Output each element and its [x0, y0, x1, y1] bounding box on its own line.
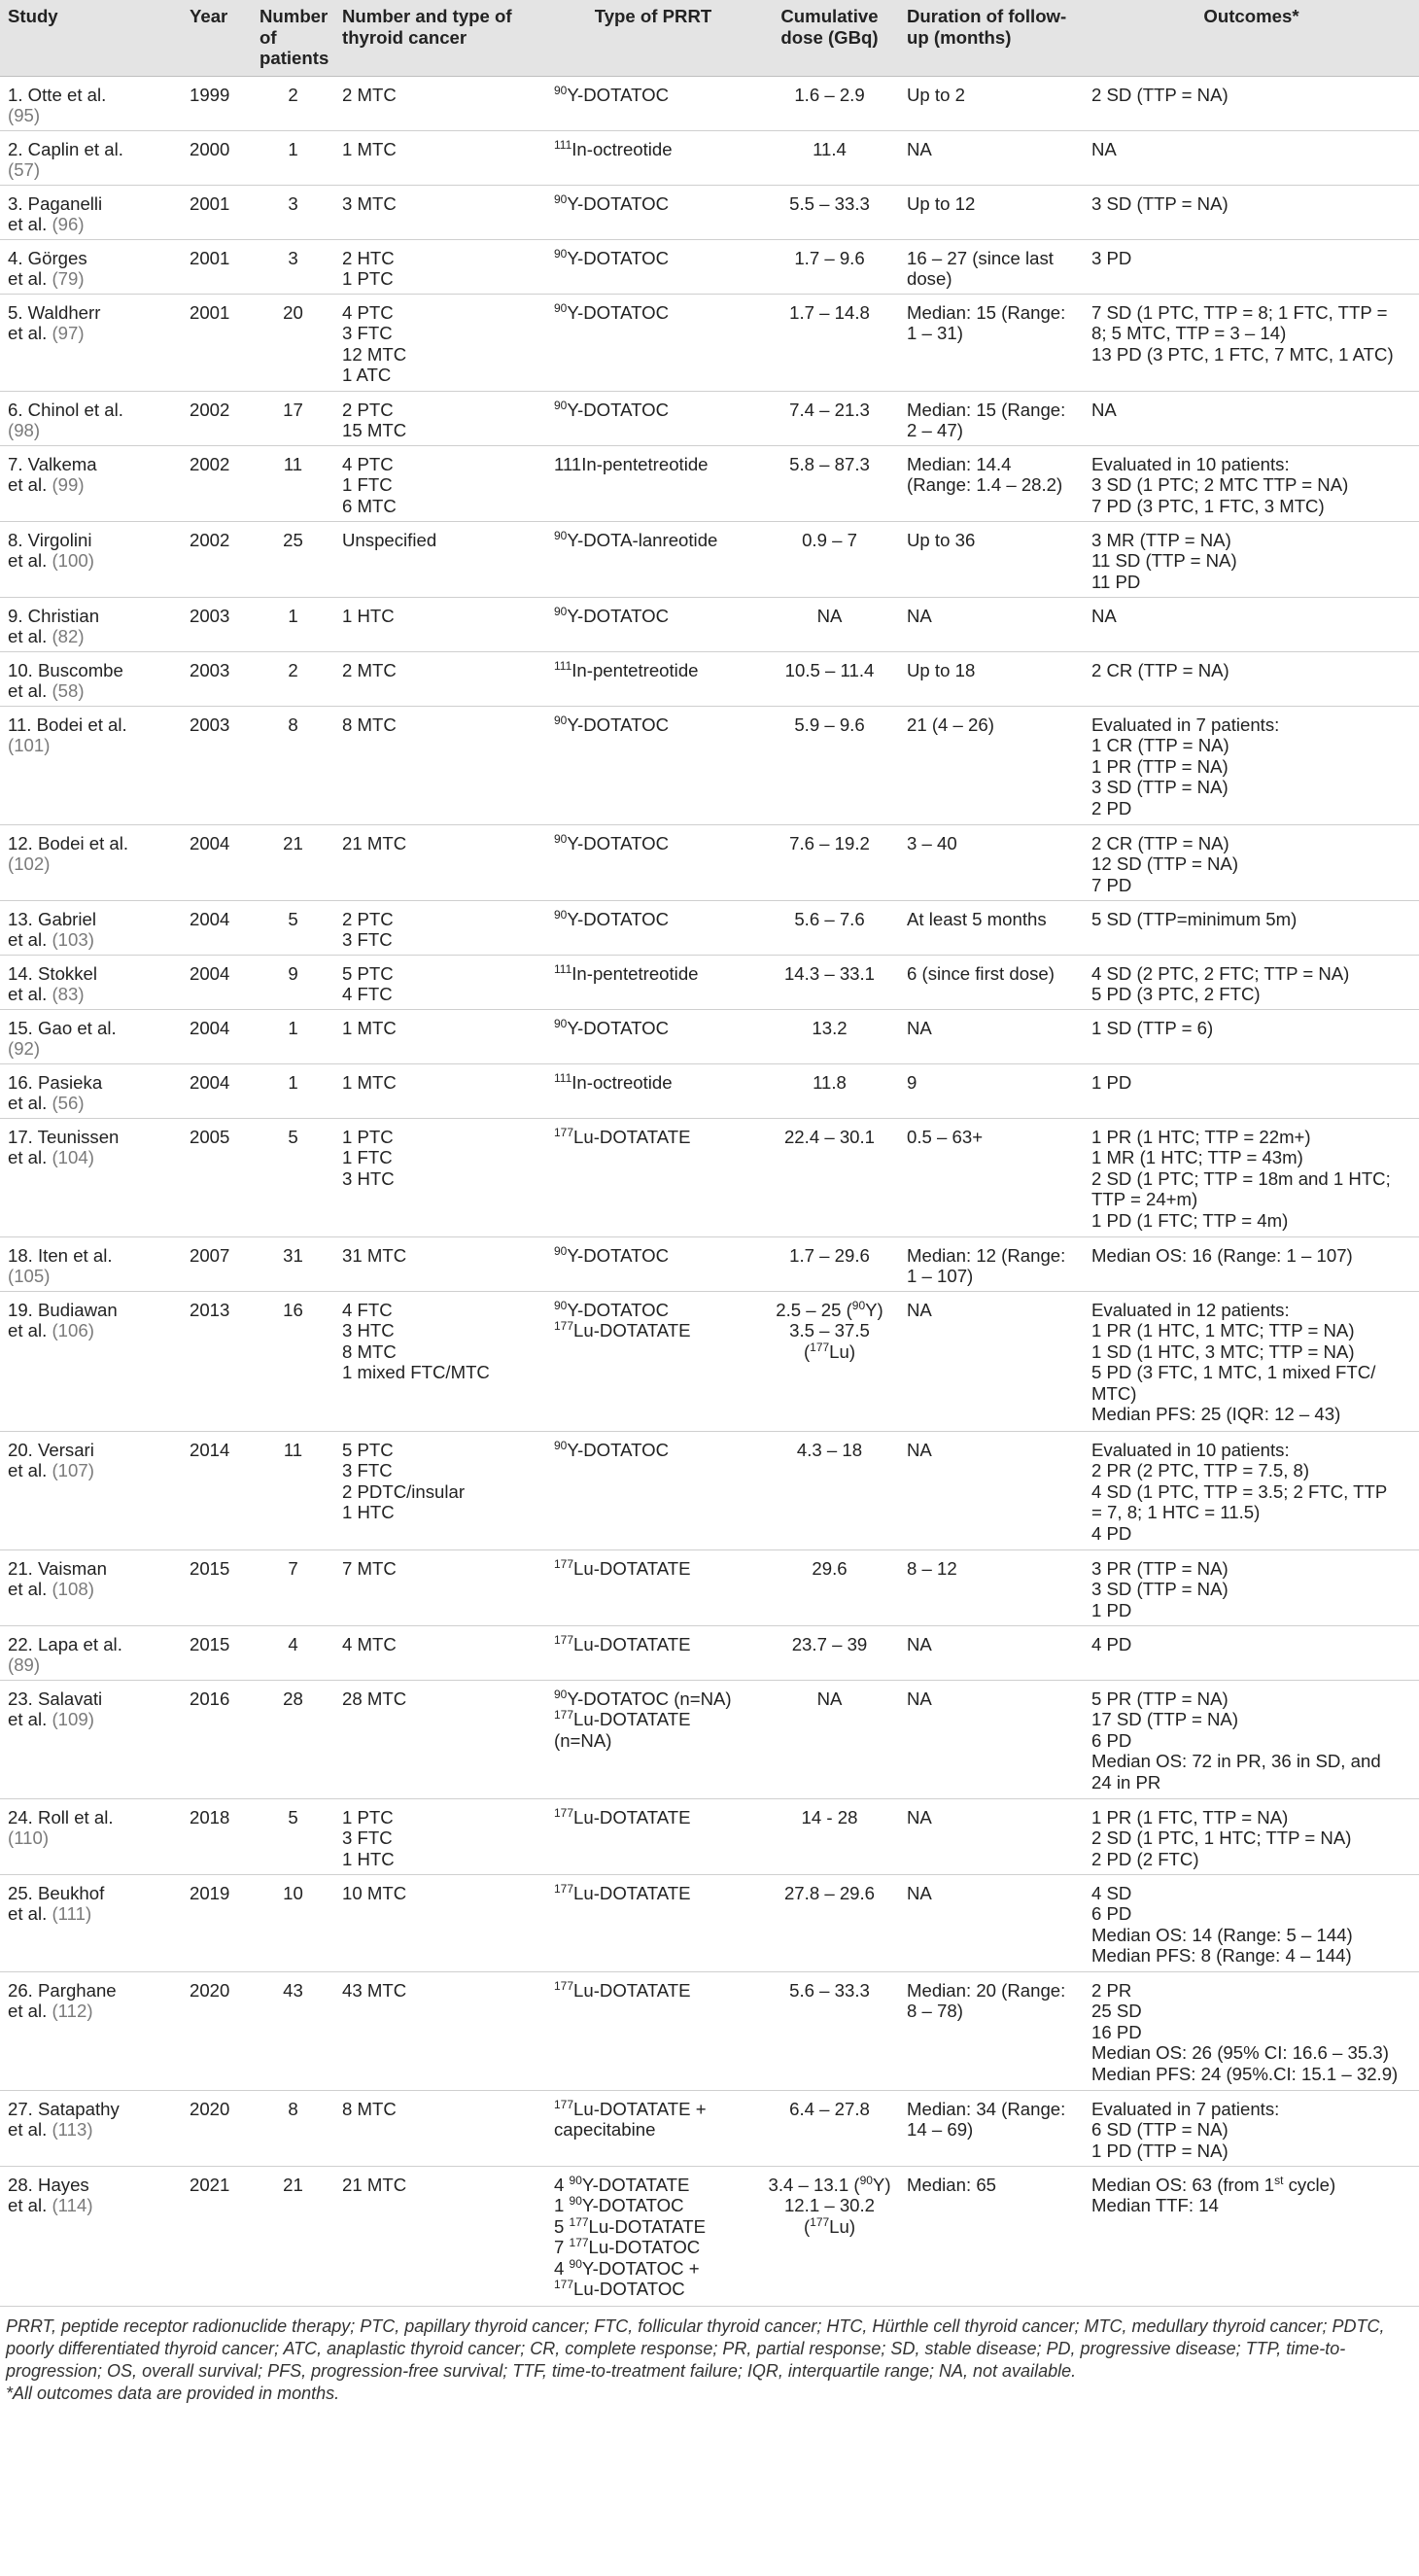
- table-body: [0, 76, 1419, 2306]
- cell-patients: 1: [252, 597, 334, 651]
- cell-outcomes: 3 MR (TTP = NA) 11 SD (TTP = NA) 11 PD: [1084, 521, 1419, 597]
- cell-follow-up: Median: 14.4 (Range: 1.4 – 28.2): [899, 445, 1084, 521]
- table-row: [0, 1118, 1419, 1236]
- cell-patients: 16: [252, 1291, 334, 1431]
- cell-prrt-type: $^{90}$Y-DOTATOC: [546, 1009, 760, 1063]
- cell-study: 9. Christian et al. (82): [0, 597, 182, 651]
- cell-cancer-type: 4 PTC 1 FTC 6 MTC: [334, 445, 546, 521]
- cell-outcomes: 2 CR (TTP = NA): [1084, 651, 1419, 706]
- cell-year: 2014: [182, 1431, 252, 1549]
- reference-number: (113): [52, 2119, 93, 2141]
- reference-number: (100): [52, 550, 94, 572]
- cell-cancer-type: 21 MTC: [334, 824, 546, 900]
- cell-year: 2005: [182, 1118, 252, 1236]
- cell-patients: 10: [252, 1874, 334, 1971]
- cell-cumulative-dose: 1.7 – 9.6: [760, 239, 899, 294]
- cell-study: 8. Virgolini et al. (100): [0, 521, 182, 597]
- cell-study: 7. Valkema et al. (99): [0, 445, 182, 521]
- cell-outcomes: 7 SD (1 PTC, TTP = 8; 1 FTC, TTP = 8; 5 MTC, TTP = 3 – 14) 13 PD (3 PTC, 1 FTC, 7 MTC, 1 ATC): [1084, 294, 1419, 391]
- cell-year: 2001: [182, 239, 252, 294]
- cell-follow-up: Median: 20 (Range: 8 – 78): [899, 1971, 1084, 2090]
- table-row: [0, 1236, 1419, 1291]
- cell-study: 2. Caplin et al. (57): [0, 130, 182, 185]
- table-footnotes: [0, 2307, 1419, 2405]
- cell-follow-up: NA: [899, 1625, 1084, 1680]
- table-row: [0, 2090, 1419, 2166]
- cell-outcomes: 1 PR (1 HTC; TTP = 22m+) 1 MR (1 HTC; TTP = 43m) 2 SD (1 PTC; TTP = 18m and 1 HTC; TTP = 24+m) 1 PD (1 FTC; TTP = 4m): [1084, 1118, 1419, 1236]
- cell-outcomes: 3 SD (TTP = NA): [1084, 185, 1419, 239]
- cell-year: 2003: [182, 706, 252, 824]
- reference-number: (95): [8, 105, 41, 126]
- cell-cumulative-dose: 1.7 – 14.8: [760, 294, 899, 391]
- cell-cancer-type: 4 FTC 3 HTC 8 MTC 1 mixed FTC/MTC: [334, 1291, 546, 1431]
- cell-patients: 4: [252, 1625, 334, 1680]
- cell-cumulative-dose: 1.6 – 2.9: [760, 76, 899, 130]
- cell-cancer-type: 1 PTC 3 FTC 1 HTC: [334, 1798, 546, 1874]
- table-row: [0, 391, 1419, 445]
- cell-cancer-type: 2 MTC: [334, 651, 546, 706]
- cell-year: 2004: [182, 1063, 252, 1118]
- cell-outcomes: NA: [1084, 597, 1419, 651]
- cell-cumulative-dose: 4.3 – 18: [760, 1431, 899, 1549]
- cell-study: 5. Waldherr et al. (97): [0, 294, 182, 391]
- cell-follow-up: NA: [899, 1798, 1084, 1874]
- cell-patients: 21: [252, 2166, 334, 2306]
- cell-cumulative-dose: 5.6 – 7.6: [760, 900, 899, 955]
- cell-cumulative-dose: 7.4 – 21.3: [760, 391, 899, 445]
- cell-year: 2002: [182, 521, 252, 597]
- table-row: [0, 239, 1419, 294]
- cell-year: 1999: [182, 76, 252, 130]
- cell-outcomes: Median OS: 63 (from 1st cycle) Median TTF: 14: [1084, 2166, 1419, 2306]
- cell-prrt-type: $^{90}$Y-DOTATOC: [546, 1236, 760, 1291]
- cell-outcomes: Evaluated in 7 patients: 6 SD (TTP = NA) 1 PD (TTP = NA): [1084, 2090, 1419, 2166]
- cell-year: 2015: [182, 1625, 252, 1680]
- cell-patients: 5: [252, 1798, 334, 1874]
- header-prrt-type: Type of PRRT: [546, 0, 760, 76]
- cell-cumulative-dose: 27.8 – 29.6: [760, 1874, 899, 1971]
- reference-number: (104): [52, 1147, 94, 1168]
- cell-follow-up: Up to 18: [899, 651, 1084, 706]
- cell-cancer-type: 1 MTC: [334, 1009, 546, 1063]
- cell-follow-up: 21 (4 – 26): [899, 706, 1084, 824]
- reference-number: (103): [52, 929, 94, 951]
- cell-study: 13. Gabriel et al. (103): [0, 900, 182, 955]
- cell-study: 3. Paganelli et al. (96): [0, 185, 182, 239]
- cell-prrt-type: $^{90}$Y-DOTATOC: [546, 391, 760, 445]
- cell-follow-up: Median: 34 (Range: 14 – 69): [899, 2090, 1084, 2166]
- cell-cumulative-dose: 1.7 – 29.6: [760, 1236, 899, 1291]
- cell-cancer-type: 31 MTC: [334, 1236, 546, 1291]
- reference-number: (57): [8, 159, 41, 181]
- cell-cumulative-dose: NA: [760, 597, 899, 651]
- cell-study: 20. Versari et al. (107): [0, 1431, 182, 1549]
- cell-cancer-type: 1 PTC 1 FTC 3 HTC: [334, 1118, 546, 1236]
- cell-study: 19. Budiawan et al. (106): [0, 1291, 182, 1431]
- cell-outcomes: 4 SD 6 PD Median OS: 14 (Range: 5 – 144) Median PFS: 8 (Range: 4 – 144): [1084, 1874, 1419, 1971]
- reference-number: (114): [52, 2195, 93, 2216]
- cell-cancer-type: 2 PTC 3 FTC: [334, 900, 546, 955]
- table-row: [0, 1063, 1419, 1118]
- table-row: [0, 1549, 1419, 1625]
- cell-year: 2007: [182, 1236, 252, 1291]
- cell-cancer-type: 7 MTC: [334, 1549, 546, 1625]
- cell-patients: 43: [252, 1971, 334, 2090]
- header-cancer-type: Number and type of thyroid cancer: [334, 0, 546, 76]
- cell-prrt-type: $^{177}$Lu-DOTATATE: [546, 1874, 760, 1971]
- cell-year: 2002: [182, 445, 252, 521]
- cell-cumulative-dose: 11.4: [760, 130, 899, 185]
- table-row: [0, 2166, 1419, 2306]
- cell-patients: 5: [252, 900, 334, 955]
- cell-study: 18. Iten et al. (105): [0, 1236, 182, 1291]
- cell-patients: 28: [252, 1680, 334, 1798]
- cell-year: 2002: [182, 391, 252, 445]
- reference-number: (101): [8, 735, 51, 756]
- cell-year: 2020: [182, 1971, 252, 2090]
- cell-patients: 1: [252, 1009, 334, 1063]
- cell-study: 22. Lapa et al. (89): [0, 1625, 182, 1680]
- header-cumulative-dose: Cumulative dose (GBq): [760, 0, 899, 76]
- cell-cumulative-dose: 14 - 28: [760, 1798, 899, 1874]
- cell-outcomes: NA: [1084, 391, 1419, 445]
- cell-study: 6. Chinol et al. (98): [0, 391, 182, 445]
- cell-cancer-type: 5 PTC 4 FTC: [334, 955, 546, 1009]
- reference-number: (97): [52, 323, 85, 344]
- cell-outcomes: 1 PD: [1084, 1063, 1419, 1118]
- abbreviations-footnote: PRRT, peptide receptor radionuclide therapy; PTC, papillary thyroid cancer; FTC, follicular thyroid cancer; HTC, Hürthle cell thyroid cancer; MTC, medullary thyroid cancer; PDTC, poorly differentiated thyroid cancer; ATC, anaplastic thyroid cancer; CR, complete response; PR, partial response; SD, stable disease; PD, progressive disease; TTP, time-to-progression; OS, overall survival; PFS, progression-free survival; TTF, time-to-treatment failure; IQR, interquartile range; NA, not available.: [6, 2315, 1385, 2381]
- cell-patients: 3: [252, 185, 334, 239]
- cell-cumulative-dose: 6.4 – 27.8: [760, 2090, 899, 2166]
- cell-year: 2001: [182, 294, 252, 391]
- table-row: [0, 185, 1419, 239]
- table-row: [0, 1625, 1419, 1680]
- cell-prrt-type: $^{90}$Y-DOTA-lanreotide: [546, 521, 760, 597]
- cell-study: 25. Beukhof et al. (111): [0, 1874, 182, 1971]
- cell-follow-up: Up to 36: [899, 521, 1084, 597]
- cell-cancer-type: 1 MTC: [334, 1063, 546, 1118]
- cell-follow-up: Up to 12: [899, 185, 1084, 239]
- cell-patients: 20: [252, 294, 334, 391]
- cell-cumulative-dose: 14.3 – 33.1: [760, 955, 899, 1009]
- cell-cumulative-dose: 7.6 – 19.2: [760, 824, 899, 900]
- cell-prrt-type: $^{111}$In-octreotide: [546, 130, 760, 185]
- reference-number: (56): [52, 1093, 85, 1114]
- table-row: [0, 824, 1419, 900]
- cell-prrt-type: $^{90}$Y-DOTATOC (n=NA) $^{177}$Lu-DOTATATE (n=NA): [546, 1680, 760, 1798]
- cell-outcomes: 3 PD: [1084, 239, 1419, 294]
- table-row: [0, 1431, 1419, 1549]
- cell-cancer-type: 28 MTC: [334, 1680, 546, 1798]
- table-row: [0, 597, 1419, 651]
- cell-follow-up: 0.5 – 63+: [899, 1118, 1084, 1236]
- cell-outcomes: 2 CR (TTP = NA) 12 SD (TTP = NA) 7 PD: [1084, 824, 1419, 900]
- cell-prrt-type: 4 $^{90}$Y-DOTATATE 1 $^{90}$Y-DOTATOC 5 $^{177}$Lu-DOTATATE 7 $^{177}$Lu-DOTATOC 4 $^{90}$Y-DOTATOC + $^{177}$Lu-DOTATOC: [546, 2166, 760, 2306]
- cell-patients: 7: [252, 1549, 334, 1625]
- cell-cumulative-dose: 5.8 – 87.3: [760, 445, 899, 521]
- table-row: [0, 76, 1419, 130]
- cell-follow-up: NA: [899, 130, 1084, 185]
- cell-follow-up: 6 (since first dose): [899, 955, 1084, 1009]
- cell-cancer-type: 5 PTC 3 FTC 2 PDTC/insular 1 HTC: [334, 1431, 546, 1549]
- cell-cumulative-dose: 23.7 – 39: [760, 1625, 899, 1680]
- cell-year: 2003: [182, 597, 252, 651]
- cell-cancer-type: 4 MTC: [334, 1625, 546, 1680]
- cell-cancer-type: 2 MTC: [334, 76, 546, 130]
- reference-number: (79): [52, 268, 85, 290]
- cell-follow-up: 8 – 12: [899, 1549, 1084, 1625]
- table-row: [0, 900, 1419, 955]
- table-row: [0, 651, 1419, 706]
- cell-cancer-type: 2 PTC 15 MTC: [334, 391, 546, 445]
- cell-cumulative-dose: 5.5 – 33.3: [760, 185, 899, 239]
- cell-patients: 1: [252, 130, 334, 185]
- cell-study: 10. Buscombe et al. (58): [0, 651, 182, 706]
- cell-prrt-type: $^{90}$Y-DOTATOC: [546, 597, 760, 651]
- table-row: [0, 521, 1419, 597]
- cell-cumulative-dose: 5.9 – 9.6: [760, 706, 899, 824]
- cell-prrt-type: $^{177}$Lu-DOTATATE: [546, 1118, 760, 1236]
- cell-prrt-type: $^{111}$In-octreotide: [546, 1063, 760, 1118]
- cell-outcomes: 3 PR (TTP = NA) 3 SD (TTP = NA) 1 PD: [1084, 1549, 1419, 1625]
- cell-cumulative-dose: 29.6: [760, 1549, 899, 1625]
- cell-patients: 17: [252, 391, 334, 445]
- reference-number: (110): [8, 1828, 50, 1849]
- cell-prrt-type: $^{177}$Lu-DOTATATE: [546, 1971, 760, 2090]
- cell-year: 2000: [182, 130, 252, 185]
- reference-number: (96): [52, 214, 85, 235]
- cell-outcomes: 2 SD (TTP = NA): [1084, 76, 1419, 130]
- cell-study: 12. Bodei et al. (102): [0, 824, 182, 900]
- reference-number: (109): [52, 1709, 94, 1730]
- reference-number: (111): [52, 1903, 92, 1925]
- cell-patients: 31: [252, 1236, 334, 1291]
- cell-follow-up: Up to 2: [899, 76, 1084, 130]
- cell-study: 27. Satapathy et al. (113): [0, 2090, 182, 2166]
- cell-study: 28. Hayes et al. (114): [0, 2166, 182, 2306]
- cell-study: 23. Salavati et al. (109): [0, 1680, 182, 1798]
- outcomes-units-footnote: *All outcomes data are provided in months.: [6, 2383, 340, 2403]
- cell-prrt-type: $^{90}$Y-DOTATOC: [546, 239, 760, 294]
- table-row: [0, 1291, 1419, 1431]
- cell-cumulative-dose: 3.4 – 13.1 ($^{90}$Y) 12.1 – 30.2 ($^{177}$Lu): [760, 2166, 899, 2306]
- cell-follow-up: Median: 12 (Range: 1 – 107): [899, 1236, 1084, 1291]
- cell-year: 2004: [182, 824, 252, 900]
- cell-cancer-type: 3 MTC: [334, 185, 546, 239]
- header-year: Year: [182, 0, 252, 76]
- table-row: [0, 1971, 1419, 2090]
- cell-cumulative-dose: 0.9 – 7: [760, 521, 899, 597]
- cell-patients: 2: [252, 76, 334, 130]
- cell-year: 2004: [182, 955, 252, 1009]
- cell-outcomes: Evaluated in 10 patients: 2 PR (2 PTC, TTP = 7.5, 8) 4 SD (1 PTC, TTP = 3.5; 2 FTC, TTP = 7, 8; 1 HTC = 11.5) 4 PD: [1084, 1431, 1419, 1549]
- cell-follow-up: Median: 65: [899, 2166, 1084, 2306]
- cell-study: 11. Bodei et al. (101): [0, 706, 182, 824]
- cell-follow-up: NA: [899, 1291, 1084, 1431]
- cell-year: 2001: [182, 185, 252, 239]
- cell-outcomes: Evaluated in 10 patients: 3 SD (1 PTC; 2 MTC TTP = NA) 7 PD (3 PTC, 1 FTC, 3 MTC): [1084, 445, 1419, 521]
- cell-cancer-type: 10 MTC: [334, 1874, 546, 1971]
- header-follow-up: Duration of follow-up (months): [899, 0, 1084, 76]
- cell-study: 24. Roll et al. (110): [0, 1798, 182, 1874]
- header-patients: Number of patients: [252, 0, 334, 76]
- cell-follow-up: 16 – 27 (since last dose): [899, 239, 1084, 294]
- cell-follow-up: NA: [899, 1874, 1084, 1971]
- cell-year: 2018: [182, 1798, 252, 1874]
- cell-outcomes: NA: [1084, 130, 1419, 185]
- cell-year: 2016: [182, 1680, 252, 1798]
- cell-cumulative-dose: 11.8: [760, 1063, 899, 1118]
- cell-year: 2019: [182, 1874, 252, 1971]
- cell-follow-up: NA: [899, 1431, 1084, 1549]
- cell-prrt-type: $^{177}$Lu-DOTATATE: [546, 1625, 760, 1680]
- cell-outcomes: Evaluated in 7 patients: 1 CR (TTP = NA) 1 PR (TTP = NA) 3 SD (TTP = NA) 2 PD: [1084, 706, 1419, 824]
- cell-patients: 3: [252, 239, 334, 294]
- cell-year: 2020: [182, 2090, 252, 2166]
- cell-cancer-type: 8 MTC: [334, 706, 546, 824]
- cell-cumulative-dose: 10.5 – 11.4: [760, 651, 899, 706]
- cell-follow-up: 3 – 40: [899, 824, 1084, 900]
- reference-number: (58): [52, 680, 85, 702]
- cell-cumulative-dose: NA: [760, 1680, 899, 1798]
- cell-prrt-type: $^{90}$Y-DOTATOC: [546, 900, 760, 955]
- cell-prrt-type: $^{177}$Lu-DOTATATE + capecitabine: [546, 2090, 760, 2166]
- cell-study: 21. Vaisman et al. (108): [0, 1549, 182, 1625]
- cell-cancer-type: Unspecified: [334, 521, 546, 597]
- cell-cumulative-dose: 22.4 – 30.1: [760, 1118, 899, 1236]
- cell-follow-up: 9: [899, 1063, 1084, 1118]
- cell-outcomes: 1 SD (TTP = 6): [1084, 1009, 1419, 1063]
- cell-outcomes: 1 PR (1 FTC, TTP = NA) 2 SD (1 PTC, 1 HTC; TTP = NA) 2 PD (2 FTC): [1084, 1798, 1419, 1874]
- cell-prrt-type: $^{177}$Lu-DOTATATE: [546, 1549, 760, 1625]
- cell-patients: 8: [252, 706, 334, 824]
- cell-study: 17. Teunissen et al. (104): [0, 1118, 182, 1236]
- reference-number: (107): [52, 1460, 94, 1481]
- cell-prrt-type: 111In-pentetreotide: [546, 445, 760, 521]
- table-row: [0, 1798, 1419, 1874]
- cell-patients: 5: [252, 1118, 334, 1236]
- reference-number: (105): [8, 1266, 51, 1287]
- reference-number: (102): [8, 853, 51, 875]
- cell-prrt-type: $^{90}$Y-DOTATOC: [546, 706, 760, 824]
- cell-cancer-type: 21 MTC: [334, 2166, 546, 2306]
- cell-prrt-type: $^{111}$In-pentetreotide: [546, 955, 760, 1009]
- cell-cumulative-dose: 13.2: [760, 1009, 899, 1063]
- cell-patients: 11: [252, 445, 334, 521]
- cell-outcomes: 2 PR 25 SD 16 PD Median OS: 26 (95% CI: 16.6 – 35.3) Median PFS: 24 (95%.CI: 15.1 – 32.9): [1084, 1971, 1419, 2090]
- reference-number: (92): [8, 1038, 41, 1060]
- cell-year: 2003: [182, 651, 252, 706]
- cell-patients: 25: [252, 521, 334, 597]
- cell-patients: 8: [252, 2090, 334, 2166]
- cell-follow-up: NA: [899, 1680, 1084, 1798]
- cell-cancer-type: 1 MTC: [334, 130, 546, 185]
- table-row: [0, 445, 1419, 521]
- table-row: [0, 1009, 1419, 1063]
- table-row: [0, 955, 1419, 1009]
- reference-number: (82): [52, 626, 85, 647]
- cell-cancer-type: 4 PTC 3 FTC 12 MTC 1 ATC: [334, 294, 546, 391]
- cell-study: 1. Otte et al. (95): [0, 76, 182, 130]
- cell-prrt-type: $^{177}$Lu-DOTATATE: [546, 1798, 760, 1874]
- cell-prrt-type: $^{90}$Y-DOTATOC $^{177}$Lu-DOTATATE: [546, 1291, 760, 1431]
- reference-number: (112): [52, 2001, 93, 2022]
- cell-year: 2004: [182, 900, 252, 955]
- cell-prrt-type: $^{111}$In-pentetreotide: [546, 651, 760, 706]
- cell-cumulative-dose: 2.5 – 25 ($^{90}$Y) 3.5 – 37.5 ($^{177}$Lu): [760, 1291, 899, 1431]
- table-row: [0, 1874, 1419, 1971]
- header-study: Study: [0, 0, 182, 76]
- cell-year: 2021: [182, 2166, 252, 2306]
- cell-prrt-type: $^{90}$Y-DOTATOC: [546, 1431, 760, 1549]
- table-row: [0, 1680, 1419, 1798]
- cell-outcomes: Median OS: 16 (Range: 1 – 107): [1084, 1236, 1419, 1291]
- cell-outcomes: 5 SD (TTP=minimum 5m): [1084, 900, 1419, 955]
- table-row: [0, 706, 1419, 824]
- cell-outcomes: 4 PD: [1084, 1625, 1419, 1680]
- cell-outcomes: Evaluated in 12 patients: 1 PR (1 HTC, 1 MTC; TTP = NA) 1 SD (1 HTC, 3 MTC; TTP = NA) 5 PD (3 FTC, 1 MTC, 1 mixed FTC/ MTC) Median PFS: 25 (IQR: 12 – 43): [1084, 1291, 1419, 1431]
- cell-cancer-type: 1 HTC: [334, 597, 546, 651]
- cell-cancer-type: 8 MTC: [334, 2090, 546, 2166]
- cell-study: 14. Stokkel et al. (83): [0, 955, 182, 1009]
- cell-prrt-type: $^{90}$Y-DOTATOC: [546, 185, 760, 239]
- cell-outcomes: 5 PR (TTP = NA) 17 SD (TTP = NA) 6 PD Median OS: 72 in PR, 36 in SD, and 24 in PR: [1084, 1680, 1419, 1798]
- reference-number: (108): [52, 1579, 94, 1600]
- cell-study: 4. Görges et al. (79): [0, 239, 182, 294]
- cell-patients: 11: [252, 1431, 334, 1549]
- cell-cancer-type: 43 MTC: [334, 1971, 546, 2090]
- cell-patients: 9: [252, 955, 334, 1009]
- cell-cumulative-dose: 5.6 – 33.3: [760, 1971, 899, 2090]
- table-row: [0, 294, 1419, 391]
- reference-number: (98): [8, 420, 41, 441]
- cell-follow-up: Median: 15 (Range: 1 – 31): [899, 294, 1084, 391]
- cell-patients: 21: [252, 824, 334, 900]
- reference-number: (106): [52, 1320, 94, 1341]
- cell-patients: 2: [252, 651, 334, 706]
- cell-prrt-type: $^{90}$Y-DOTATOC: [546, 76, 760, 130]
- cell-follow-up: At least 5 months: [899, 900, 1084, 955]
- header-outcomes: Outcomes*: [1084, 0, 1419, 76]
- cell-year: 2013: [182, 1291, 252, 1431]
- reference-number: (89): [8, 1654, 41, 1676]
- cell-year: 2015: [182, 1549, 252, 1625]
- cell-outcomes: 4 SD (2 PTC, 2 FTC; TTP = NA) 5 PD (3 PTC, 2 FTC): [1084, 955, 1419, 1009]
- cell-prrt-type: $^{90}$Y-DOTATOC: [546, 824, 760, 900]
- cell-study: 16. Pasieka et al. (56): [0, 1063, 182, 1118]
- cell-study: 15. Gao et al. (92): [0, 1009, 182, 1063]
- reference-number: (83): [52, 984, 85, 1005]
- table-header-row: [0, 0, 1419, 76]
- cell-year: 2004: [182, 1009, 252, 1063]
- cell-cancer-type: 2 HTC 1 PTC: [334, 239, 546, 294]
- cell-patients: 1: [252, 1063, 334, 1118]
- cell-follow-up: NA: [899, 597, 1084, 651]
- reference-number: (99): [52, 474, 85, 496]
- cell-prrt-type: $^{90}$Y-DOTATOC: [546, 294, 760, 391]
- table-row: [0, 130, 1419, 185]
- cell-follow-up: NA: [899, 1009, 1084, 1063]
- cell-follow-up: Median: 15 (Range: 2 – 47): [899, 391, 1084, 445]
- cell-study: 26. Parghane et al. (112): [0, 1971, 182, 2090]
